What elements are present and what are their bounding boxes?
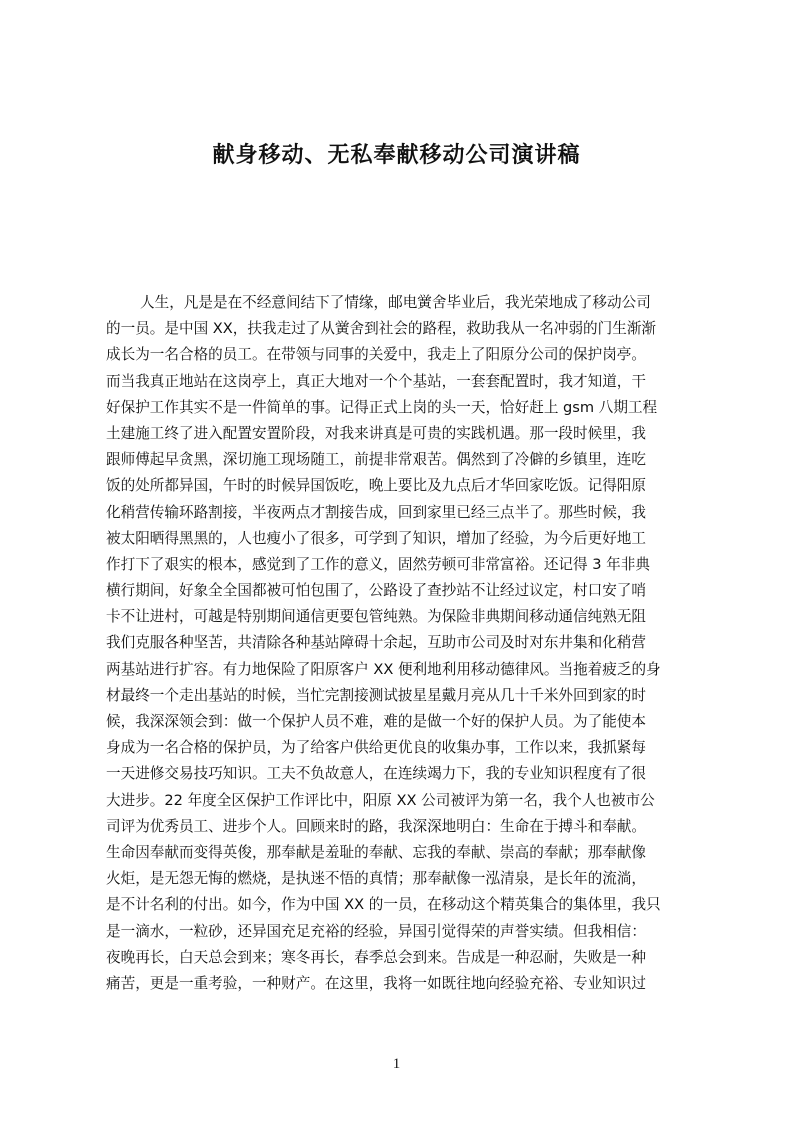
- document-body: [106, 290, 698, 1050]
- body-line: 跟师傅起早贪黑，深切施工现场随工，前提非常艰苦。偶然到了冷僻的乡镇里，连吃: [106, 451, 646, 469]
- body-line: 土建施工终了进入配置安置阶段，对我来讲真是可贵的实践机遇。那一段时候里，我: [106, 424, 646, 442]
- body-line: 痛苦，更是一重考验，一种财产。在这里，我将一如既往地向经验充裕、专业知识过: [106, 974, 646, 992]
- body-line: 夜晚再长，白天总会到来；寒冬再长，春季总会到来。告成是一种忍耐，失败是一种: [106, 948, 646, 966]
- body-line: 候，我深深领会到：做一个保护人员不难，难的是做一个好的保护人员。为了能使本: [106, 713, 646, 730]
- body-line: 火炬，是无怨无悔的燃烧，是执迷不悟的真情；那奉献像一泓清泉，是长年的流淌，: [106, 870, 646, 888]
- body-line: 好保护工作其实不是一件简单的事。记得正式上岗的头一天，恰好赶上 gsm 八期工程: [106, 398, 658, 416]
- body-line: 是一滴水，一粒砂，还异国充足充裕的经验，异国引觉得荣的声誉实绩。但我相信：: [106, 922, 646, 940]
- body-line: 作打下了艰实的根本，感觉到了工作的意义，固然劳顿可非常富裕。还记得 3 年非典: [106, 555, 650, 573]
- body-line: 两基站进行扩容。有力地保险了阳原客户 XX 便利地利用移动德律风。当拖着疲乏的身: [106, 660, 661, 678]
- body-line: 人生，凡是是在不经意间结下了情缘，邮电黉舍毕业后，我光荣地成了移动公司: [140, 294, 651, 311]
- body-line: 被太阳晒得黑黑的，人也瘦小了很多，可学到了知识，增加了经验，为今后更好地工: [106, 529, 646, 547]
- page-number: 1: [392, 1056, 401, 1072]
- body-line: 横行期间，好象全全国都被可怕包围了，公路设了查抄站不让经过议定，村口安了哨: [106, 582, 646, 600]
- body-line: 而当我真正地站在这岗亭上，真正大地对一个个基站，一套套配置时，我才知道，干: [106, 372, 646, 390]
- body-line: 我们克服各种坚苦，共清除各种基站障碍十余起，互助市公司及时对东井集和化稍营: [106, 634, 646, 652]
- body-line: 的一员。是中国 XX，扶我走过了从黉舍到社会的路程，救助我从一名冲弱的门生渐渐: [106, 320, 657, 338]
- body-line: 化稍营传输环路割接，半夜两点才割接告成，回到家里已经三点半了。那些时候，我: [106, 503, 646, 521]
- body-line: 大进步。22 年度全区保护工作评比中，阳原 XX 公司被评为第一名，我个人也被市公: [106, 791, 655, 809]
- body-line: 卡不让进村，可越是特别期间通信更要包管纯熟。为保险非典期间移动通信纯熟无阻: [106, 608, 646, 626]
- document-title: 献身移动、无私奉献移动公司演讲稿: [212, 143, 581, 168]
- body-line: 身成为一名合格的保护员，为了给客户供给更优良的收集办事，工作以来，我抓紧每: [106, 739, 646, 757]
- body-line: 司评为优秀员工、进步个人。回顾来时的路，我深深地明白：生命在于搏斗和奉献。: [106, 817, 646, 835]
- body-line: 一天进修交易技巧知识。工夫不负故意人，在连续竭力下，我的专业知识程度有了很: [106, 765, 646, 783]
- body-line: 成长为一名合格的员工。在带领与同事的关爱中，我走上了阳原分公司的保护岗亭。: [106, 346, 646, 364]
- body-line: 生命因奉献而变得英俊，那奉献是羞耻的奉献、忘我的奉献、崇高的奉献；那奉献像: [106, 843, 646, 861]
- body-line: 饭的处所都异国，午时的时候异国饭吃，晚上要比及九点后才华回家吃饭。记得阳原: [106, 477, 646, 495]
- body-line: 是不计名利的付出。如今，作为中国 XX 的一员，在移动这个精英集合的集体里，我只: [106, 896, 661, 914]
- body-line: 材最终一个走出基站的时候，当忙完割接测试披星星戴月亮从几十千米外回到家的时: [106, 686, 646, 704]
